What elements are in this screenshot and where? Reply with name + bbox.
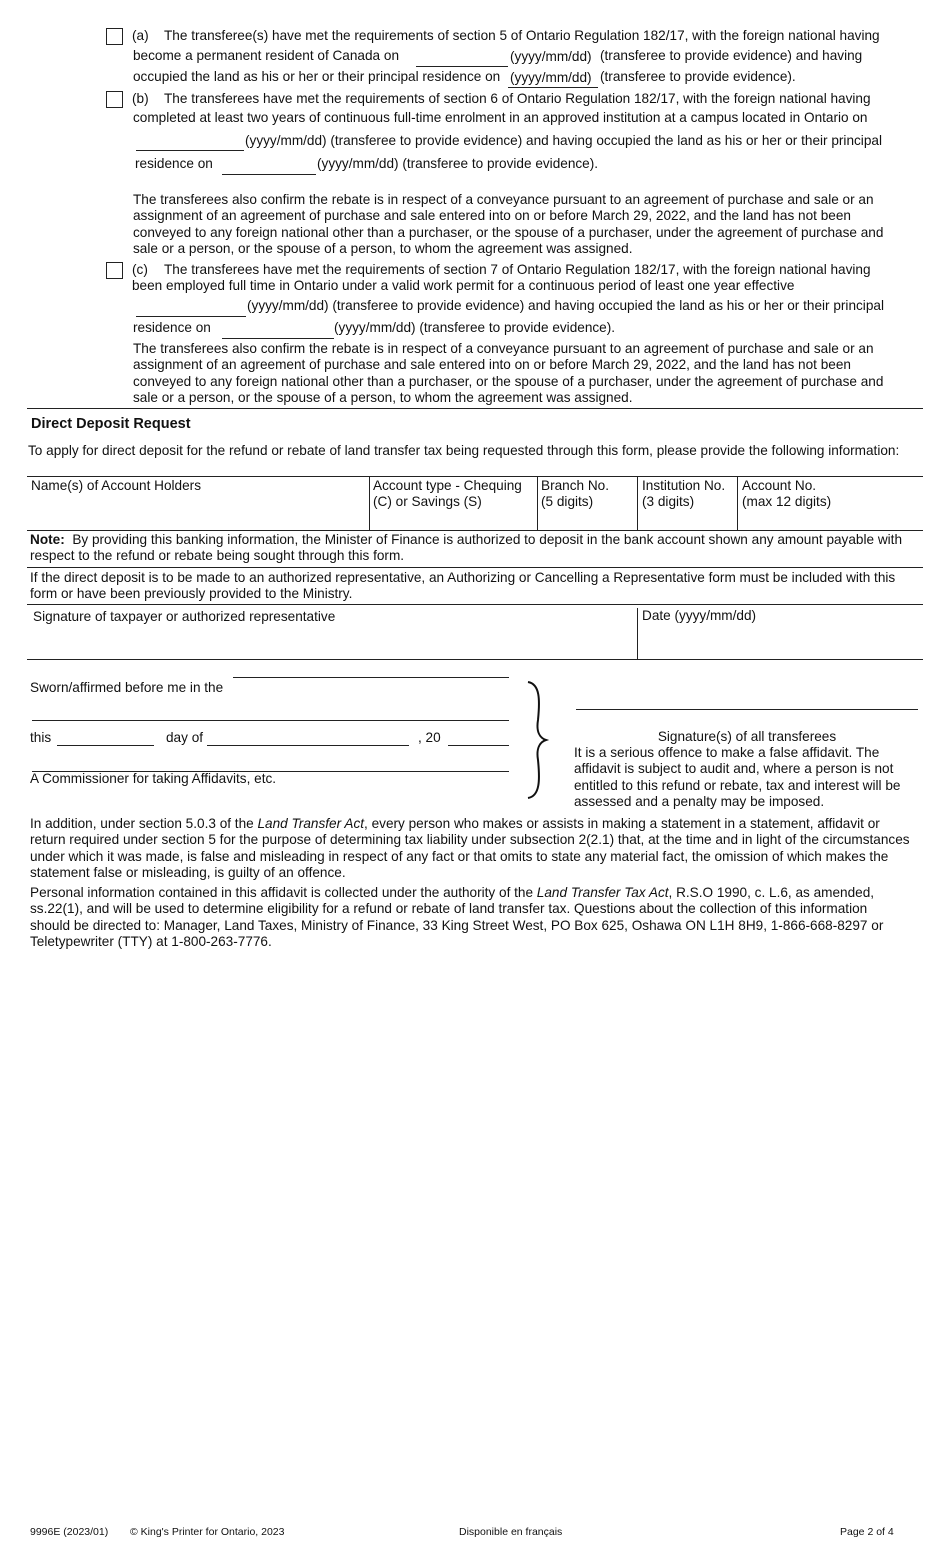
day-input[interactable]: [57, 728, 154, 746]
direct-deposit-heading: Direct Deposit Request: [31, 416, 191, 432]
land-transfer-act-ref: Land Transfer Act: [257, 816, 365, 831]
col-account-holders-header: Name(s) of Account Holders: [31, 478, 201, 493]
option-a-evidence-1: (transferee to provide evidence) and having: [600, 48, 863, 63]
option-a-line2: become a permanent resident of Canada on: [133, 48, 400, 63]
offence-paragraph: In addition, under section 5.0.3 of the Land Transfer Act, every person who makes or assists in making a statement in a statement, affidavit or return required under section 5 for the purpose of determining tax liability under subsection 2(2.1) that, at the time and in light of the circumstances under which it was made, is false and misleading in respect of any fact or that omits to state any material fact, the omission of which makes the statement false or misleading, is guilty of an offence.: [30, 816, 910, 881]
option-c-line4-label: residence on: [133, 320, 211, 335]
option-a-line1: The transferee(s) have met the requirements of section 5 of Ontario Regulation 182/17, with the foreign national having: [164, 28, 880, 43]
institution-number-input[interactable]: [642, 512, 734, 528]
false-affidavit-warning: It is a serious offence to make a false affidavit. The affidavit is subject to audit and, where a person is not entitled to this refund or rebate, tax and interest will be assessed and a penalty may be imposed.: [574, 745, 901, 810]
option-b-confirmation: The transferees also confirm the rebate is in respect of a conveyance pursuant to an agreement of purchase and sale or an assignment of an agreement of purchase and sale entered into on or before March 29, 2022, and the land has not been conveyed to any foreign national other than a purchaser, or the spouse of a purchaser, under the agreement of purchase and sale or a person, or the spouse of a person, to whom the agreement was assigned.: [133, 192, 884, 257]
option-b-line3: (yyyy/mm/dd) (transferee to provide evidence) and having occupied the land as his or her or their principal: [245, 133, 882, 148]
day-of-label: day of: [166, 730, 204, 745]
option-c-line1: The transferees have met the requirements of section 7 of Ontario Regulation 182/17, with the foreign national having: [164, 262, 871, 277]
transferees-signature-line[interactable]: [576, 709, 918, 710]
branch-number-input[interactable]: [541, 512, 633, 528]
work-permit-date-input[interactable]: [136, 299, 246, 317]
option-b-line4-label: residence on: [135, 156, 213, 171]
privacy-paragraph: Personal information contained in this affidavit is collected under the authority of the Land Transfer Tax Act, R.S.O 1990, c. L.6, as amended, ss.22(1), and will be used to determine eligibility for a refund or rebate of land transfer tax. Questions about the collection of this information should be directed to: Manager, Land Taxes, Ministry of Finance, 33 King Street West, PO Box 625, Oshawa ON L1H 8H9, 1-866-668-8297 or Teletypewriter (TTY) at 1-800-263-7776.: [30, 885, 884, 950]
transferees-signature-label: Signature(s) of all transferees: [657, 729, 837, 744]
account-holders-input[interactable]: [31, 512, 365, 528]
option-c-line4-post: (yyyy/mm/dd) (transferee to provide evidence).: [334, 320, 616, 335]
option-a-marker: (a): [132, 28, 149, 43]
representative-notice: If the direct deposit is to be made to an authorized representative, an Authorizing or Cancelling a Representative form must be included with this form or have been previously provided to the Ministry.: [30, 570, 896, 602]
option-a-evidence-2: (transferee to provide evidence).: [600, 69, 796, 84]
sworn-location-input-2[interactable]: [32, 703, 509, 721]
col-branch-header: Branch No. (5 digits): [541, 478, 610, 510]
option-b-marker: (b): [132, 91, 149, 106]
taxpayer-signature-field[interactable]: [31, 628, 631, 656]
signature-date-label: Date (yyyy/mm/dd): [642, 608, 757, 623]
option-c-residence-date-input[interactable]: [222, 321, 334, 339]
sworn-label: Sworn/affirmed before me in the: [30, 680, 224, 695]
year-input[interactable]: [448, 728, 509, 746]
note-label: Note:: [30, 532, 65, 547]
option-a-line3: occupied the land as his or her or their principal residence on: [133, 69, 501, 84]
sworn-location-input[interactable]: [233, 660, 509, 678]
option-c-line3: (yyyy/mm/dd) (transferee to provide evidence) and having occupied the land as his or her or their principal: [247, 298, 884, 313]
option-b-line1: The transferees have met the requirements of section 6 of Ontario Regulation 182/17, with the foreign national having: [164, 91, 871, 106]
option-b-line2: completed at least two years of continuous full-time enrolment in an approved institution at a campus located in Ontario on: [133, 110, 868, 125]
form-code: 9996E (2023/01): [30, 1526, 109, 1538]
option-b-line4-post: (yyyy/mm/dd) (transferee to provide evidence).: [317, 156, 599, 171]
land-transfer-tax-act-ref: Land Transfer Tax Act: [536, 885, 669, 900]
permanent-resident-date-input[interactable]: [416, 49, 508, 67]
month-input[interactable]: [207, 728, 409, 746]
col-account-type-header: Account type - Chequing (C) or Savings (S): [373, 478, 522, 510]
col-account-no-header: Account No. (max 12 digits): [742, 478, 832, 510]
option-b-checkbox[interactable]: [106, 91, 123, 108]
french-availability: Disponible en français: [459, 1526, 563, 1538]
option-a-date-hint-2: (yyyy/mm/dd): [510, 70, 592, 85]
this-label: this: [30, 730, 52, 745]
account-number-input[interactable]: [742, 512, 920, 528]
option-a-checkbox[interactable]: [106, 28, 123, 45]
option-a-date-hint-1: (yyyy/mm/dd): [510, 49, 592, 64]
taxpayer-signature-label: Signature of taxpayer or authorized representative: [33, 609, 336, 624]
section-divider: [27, 408, 923, 409]
option-c-confirmation: The transferees also confirm the rebate is in respect of a conveyance pursuant to an agreement of purchase and sale or an assignment of an agreement of purchase and sale entered into on or before March 29, 2022, and the land has not been conveyed to any foreign national other than a purchaser, or the spouse of a purchaser, under the agreement of purchase and sale or a person, or the spouse of a person, to whom the agreement was assigned.: [133, 341, 884, 406]
option-c-line2: been employed full time in Ontario under a valid work permit for a continuous period of least one year effective: [132, 278, 795, 293]
col-institution-header: Institution No. (3 digits): [642, 478, 726, 510]
copyright-notice: © King's Printer for Ontario, 2023: [130, 1526, 285, 1538]
page-number: Page 2 of 4: [840, 1526, 894, 1538]
option-c-marker: (c): [132, 262, 148, 277]
curly-brace-icon: [522, 680, 550, 800]
enrolment-date-input[interactable]: [136, 133, 244, 151]
signature-date-input[interactable]: [642, 628, 917, 654]
direct-deposit-intro: To apply for direct deposit for the refund or rebate of land transfer tax being requested through this form, please provide the following information:: [28, 443, 900, 458]
option-b-residence-date-input[interactable]: [222, 157, 316, 175]
note-text: By providing this banking information, the Minister of Finance is authorized to deposit in the bank account shown any amount payable with respect to the refund or rebate being sought through this form.: [30, 532, 903, 564]
account-type-input[interactable]: [373, 512, 533, 528]
option-c-checkbox[interactable]: [106, 262, 123, 279]
banking-note: [30, 532, 910, 565]
commissioner-label: A Commissioner for taking Affidavits, etc.: [30, 771, 277, 786]
year-prefix-label: , 20: [418, 730, 441, 745]
